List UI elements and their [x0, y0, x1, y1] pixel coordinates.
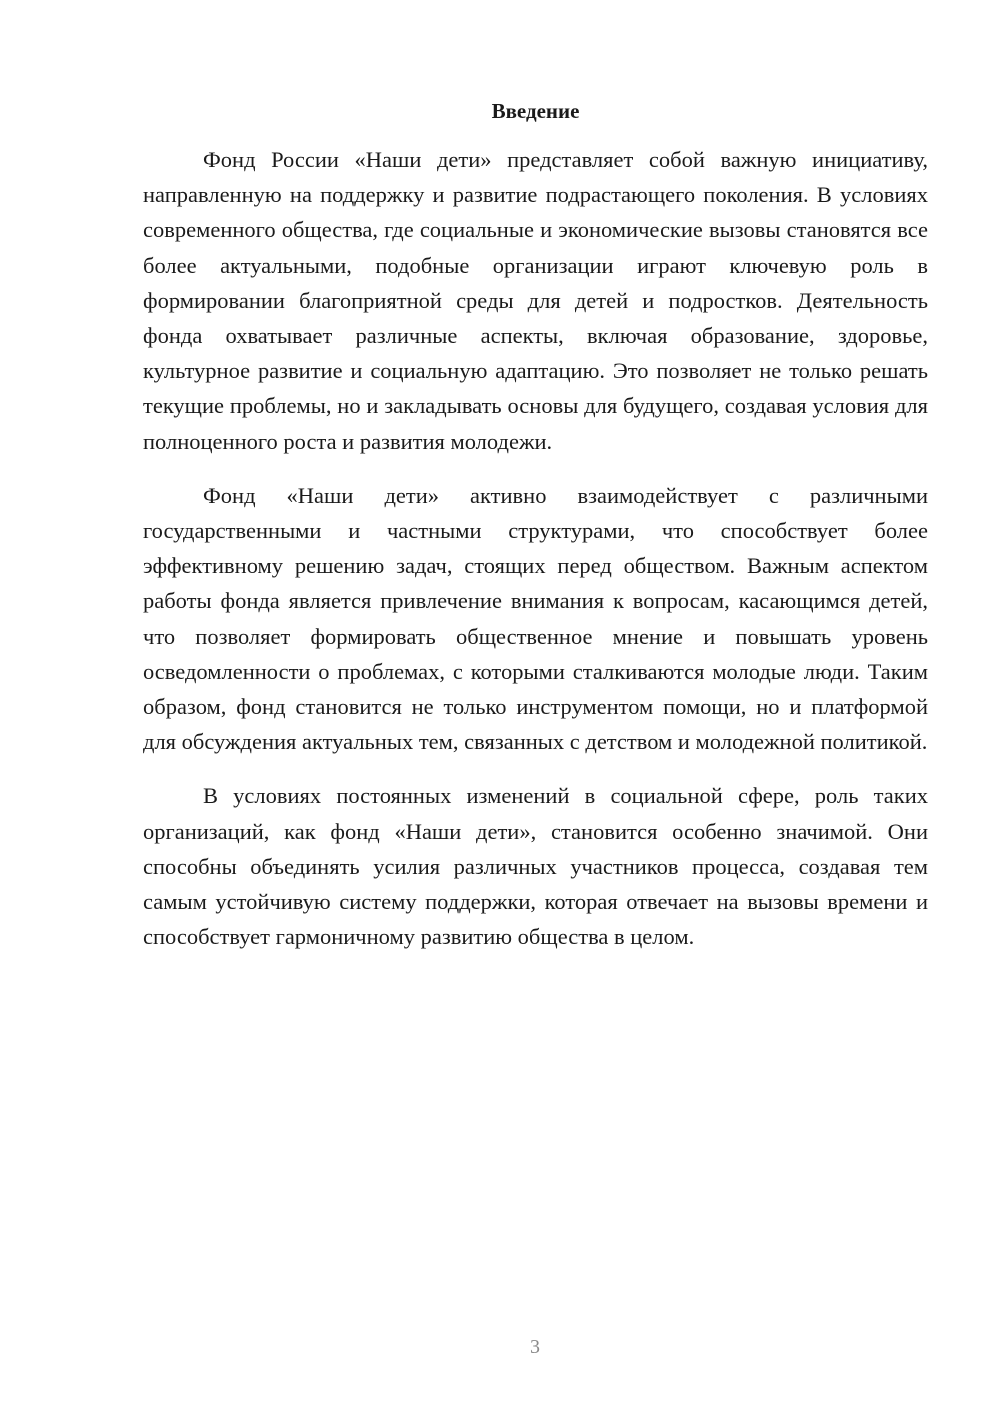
paragraph-3: В условиях постоянных изменений в социальной сфере, роль таких организаций, как фонд «Наши дети», становится особенно значимой. Они способны объединять усилия различных участников процесса, создавая тем самым устойчивую систему поддержки, которая отвечает на вызовы времени и способствует гармоничному развитию общества в целом. — [143, 783, 928, 950]
body-text — [143, 142, 928, 973]
paragraph-2: Фонд «Наши дети» активно взаимодействует с различными государственными и частными структурами, что способствует более эффективному решению задач, стоящих перед обществом. Важным аспектом работы фонда является привлечение внимания к вопросам, касающимся детей, что позволяет формировать общественное мнение и повышать уровень осведомленности о проблемах, с которыми сталкиваются молодые люди. Таким образом, фонд становится не только инструментом помощи, но и платформой для обсуждения актуальных тем, связанных с детством и молодежной политикой. — [143, 482, 928, 755]
paragraph-1: Фонд России «Наши дети» представляет собой важную инициативу, направленную на поддержку и развитие подрастающего поколения. В условиях современного общества, где социальные и экономические вызовы становятся все более актуальными, подобные организации играют ключевую роль в формировании благоприятной среды для детей и подростков. Деятельность фонда охватывает различные аспекты, включая образование, здоровье, культурное развитие и социальную адаптацию. Это позволяет не только решать текущие проблемы, но и закладывать основы для будущего, создавая условия для полноценного роста и развития молодежи. — [143, 147, 928, 454]
page-number: 3 — [530, 1336, 540, 1358]
section-heading: Введение — [491, 99, 580, 123]
